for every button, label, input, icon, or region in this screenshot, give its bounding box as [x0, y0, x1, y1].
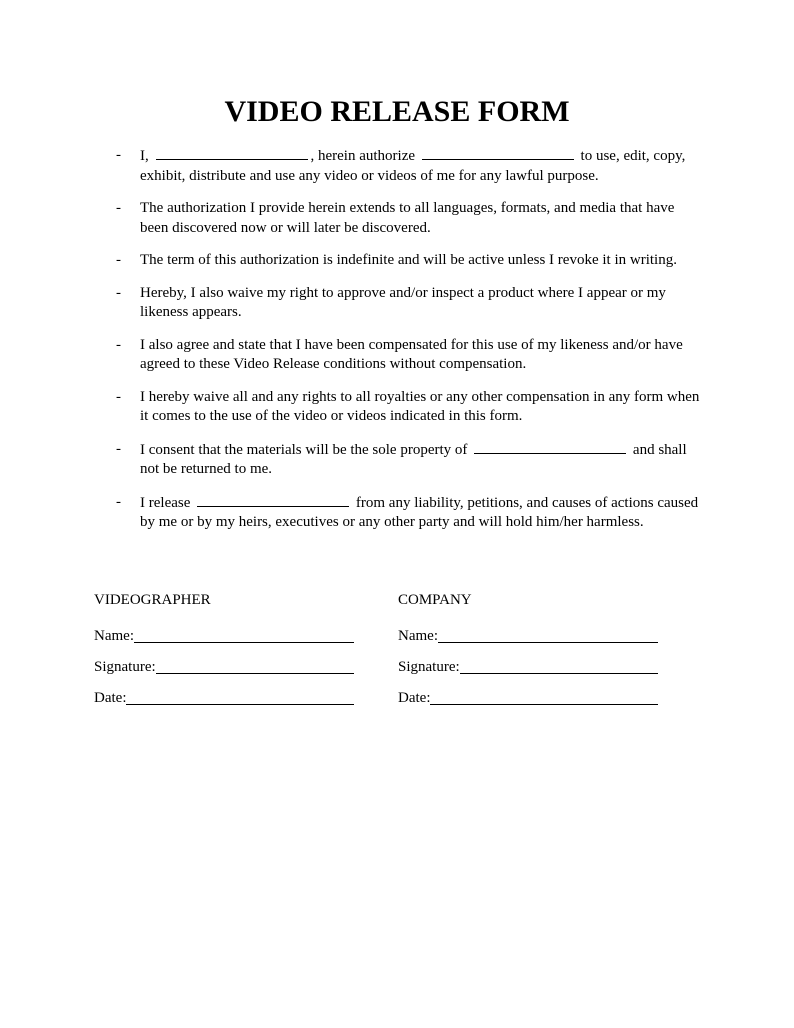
company-signature-field[interactable] [460, 658, 658, 674]
clause-list [116, 146, 706, 546]
clause-media-scope [116, 199, 706, 238]
company-date-field[interactable] [430, 689, 658, 705]
videographer-section [94, 590, 364, 719]
company-signature-row [398, 657, 658, 677]
clause-text: , herein authorize [310, 148, 416, 164]
clause-waive-approval [116, 284, 706, 323]
list-dash: - [116, 388, 121, 405]
list-dash: - [116, 336, 121, 353]
videographer-signature-field[interactable] [156, 658, 354, 674]
signature-label: Signature: [398, 659, 460, 675]
date-label: Date: [94, 690, 127, 706]
clause-text: The term of this authorization is indefinite and will be active unless I revoke it in writing. [140, 252, 677, 268]
videographer-date-field[interactable] [126, 689, 354, 705]
videographer-signature-row [94, 657, 354, 677]
videographer-name-row [94, 626, 354, 646]
clause-text: Hereby, I also waive my right to approve and/or inspect a product where I appear or my likeness appears. [140, 284, 666, 320]
authorized-party-blank-field[interactable] [422, 146, 574, 160]
date-label: Date: [398, 690, 431, 706]
company-date-row [398, 688, 658, 708]
company-heading: COMPANY [398, 592, 472, 608]
list-dash: - [116, 200, 121, 216]
list-dash: - [116, 493, 121, 510]
name-label: Name: [94, 628, 134, 644]
list-dash: - [116, 252, 121, 268]
clause-release-liability [116, 493, 706, 533]
property-owner-blank-field[interactable] [474, 440, 626, 454]
name-label: Name: [398, 628, 438, 644]
clause-text: I also agree and state that I have been compensated for this use of my likeness and/or have agreed to these Video Release conditions without compensation. [140, 336, 683, 372]
signature-label: Signature: [94, 659, 156, 675]
company-name-field[interactable] [438, 627, 658, 643]
videographer-heading: VIDEOGRAPHER [94, 592, 211, 608]
clause-property [116, 440, 706, 480]
name-blank-field[interactable] [156, 146, 308, 160]
clause-authorization [116, 146, 706, 186]
videographer-date-row [94, 688, 354, 708]
list-dash: - [116, 147, 121, 163]
videographer-name-field[interactable] [134, 627, 354, 643]
list-dash: - [116, 440, 121, 457]
clause-text: The authorization I provide herein extends to all languages, formats, and media that have been discovered now or will later be discovered. [140, 200, 675, 236]
clause-text: from any liability, petitions, and causes of actions caused by me or by my heirs, executives or any other party and will hold him/her harmless. [140, 494, 699, 530]
clause-compensation [116, 336, 706, 375]
clause-royalties [116, 388, 706, 427]
company-section [398, 590, 668, 719]
clause-text: I, [140, 148, 149, 164]
clause-text: I release [140, 494, 191, 511]
clause-text: and shall not be returned to me. [140, 441, 687, 477]
released-party-blank-field[interactable] [197, 493, 349, 507]
form-title: VIDEO RELEASE FORM [224, 95, 570, 128]
company-name-row [398, 626, 658, 646]
clause-text: I consent that the materials will be the sole property of [140, 441, 468, 458]
clause-text: I hereby waive all and any rights to all royalties or any other compensation in any form when it comes to the use of the video or videos indicated in this form. [140, 388, 700, 424]
clause-text: to use, edit, copy, exhibit, distribute and use any video or videos of me for any lawful purpose. [140, 148, 686, 184]
list-dash: - [116, 284, 121, 301]
clause-term [116, 251, 706, 271]
